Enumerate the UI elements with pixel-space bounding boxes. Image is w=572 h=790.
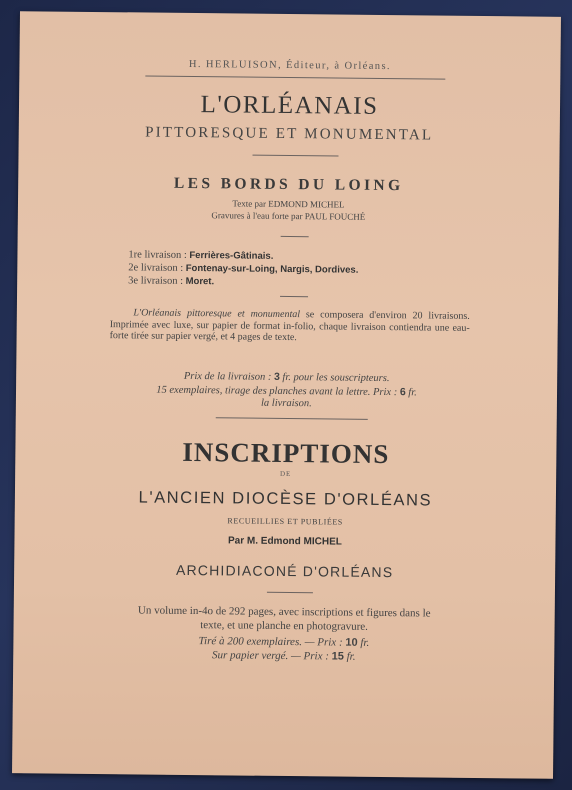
divider — [280, 296, 308, 297]
price-label: Tiré à 200 exemplaires. — Prix : — [198, 635, 343, 649]
livraison-label: 3e livraison : — [128, 275, 184, 287]
price-unit: fr. pour les souscripteurs. — [282, 371, 390, 385]
volume-description: Un volume in-4o de 292 pages, avec inscriptions et figures dans le — [137, 604, 431, 620]
price-amount: 10 — [345, 636, 358, 649]
price-unit: fr. — [346, 650, 356, 663]
text-credit: Texte par EDMOND MICHEL — [232, 198, 345, 210]
book-author: Par M. Edmond MICHEL — [227, 535, 342, 548]
price-label: Prix de la livraison : — [183, 370, 272, 383]
livraison-value: Fontenay-sur-Loing, Nargis, Dordives. — [185, 262, 359, 276]
livraison-value: Moret. — [185, 275, 215, 288]
description-text: se composera d'environ 20 livraisons. Imprimée avec luxe, sur papier de format in-folio, chaque livraison contiendra une eau-forte tirée sur papier vergé, et 4 pages de texte. — [109, 309, 470, 344]
volume-description: texte, et une planche en photogravure. — [200, 619, 368, 633]
price-unit: fr. — [360, 636, 370, 649]
description-title: L'Orléanais pittoresque et monumental — [133, 307, 301, 321]
divider — [281, 236, 309, 237]
archidiaconat-line: ARCHIDIACONÉ D'ORLÉANS — [175, 561, 394, 581]
price-amount: 3 — [273, 370, 280, 383]
price-amount: 6 — [399, 386, 406, 399]
book-subtitle: L'ANCIEN DIOCÈSE D'ORLÉANS — [138, 488, 433, 510]
divider — [267, 592, 313, 593]
price-line: la livraison. — [260, 397, 312, 410]
volume-title: LES BORDS DU LOING — [173, 174, 404, 195]
price-label: Sur papier vergé. — Prix : — [211, 649, 329, 663]
publisher-rule — [145, 76, 445, 80]
section-divider — [216, 417, 368, 420]
document-page — [12, 11, 561, 779]
book-title: INSCRIPTIONS — [182, 436, 390, 470]
price-unit: fr. — [408, 387, 417, 399]
engraving-credit: Gravures à l'eau forte par PAUL FOUCHÉ — [211, 210, 366, 222]
livraison-label: 2e livraison : — [128, 262, 184, 274]
price-label: 15 exemplaires, tirage des planches avant la lettre. Prix : — [156, 384, 398, 399]
publisher-line: H. HERLUISON, Éditeur, à Orléans. — [188, 58, 392, 73]
book-de: DE — [279, 469, 292, 479]
series-title: L'ORLÉANAIS — [200, 91, 379, 120]
price-amount: 15 — [331, 650, 344, 663]
description-paragraph — [110, 307, 470, 345]
series-subtitle: PITTORESQUE ET MONUMENTAL — [145, 124, 434, 144]
livraison-label: 1re livraison : — [128, 249, 187, 261]
livraison-item — [128, 274, 358, 289]
divider — [253, 155, 339, 157]
livraison-list — [128, 248, 358, 289]
livraison-value: Ferrières-Gâtinais. — [189, 249, 274, 262]
recueillies-line: RECUEILLIES ET PUBLIÉES — [227, 516, 343, 527]
